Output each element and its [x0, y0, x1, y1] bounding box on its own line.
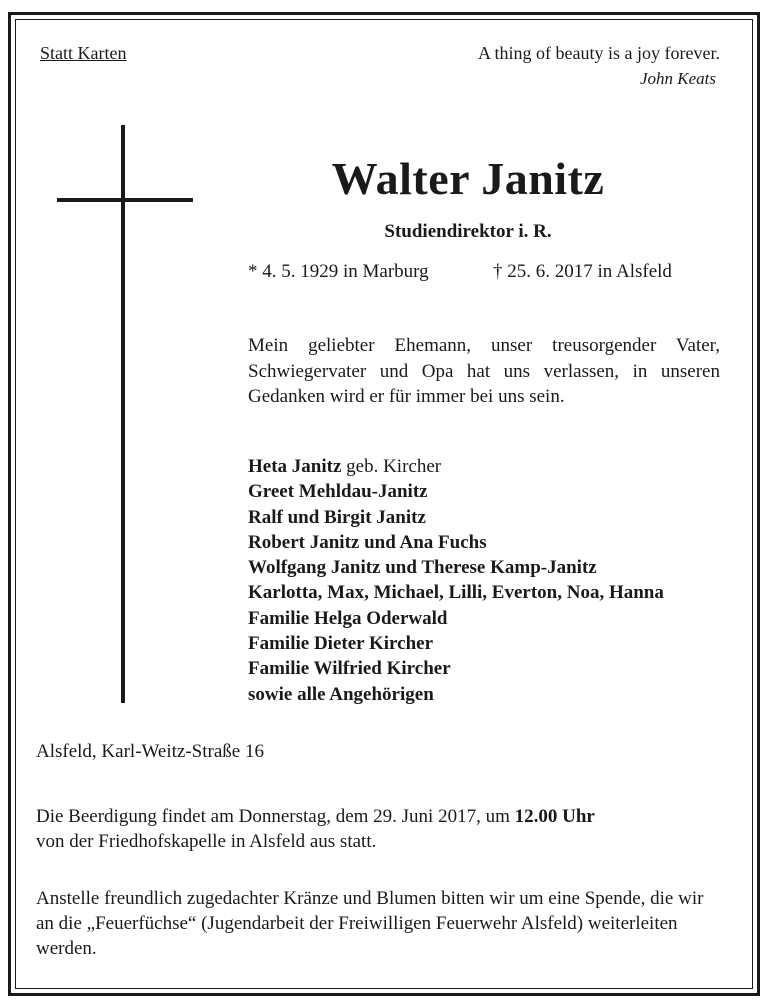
- mourner-name: Heta Janitz: [248, 456, 342, 477]
- mourner-item: Familie Helga Oderwald: [248, 607, 448, 629]
- mourner-item: sowie alle Angehörigen: [248, 683, 434, 705]
- mourner-item: Robert Janitz und Ana Fuchs: [248, 531, 487, 553]
- deceased-name: Walter Janitz: [331, 153, 605, 204]
- funeral-time: 12.00 Uhr: [514, 806, 595, 827]
- funeral-notice: [36, 804, 726, 854]
- quote-author: John Keats: [639, 69, 716, 88]
- mourner-item: Familie Dieter Kircher: [248, 633, 433, 655]
- mourner-item: Familie Wilfried Kircher: [248, 658, 451, 680]
- death-info: † 25. 6. 2017 in Alsfeld: [493, 261, 672, 282]
- mourner-item: Wolfgang Janitz und Therese Kamp-Janitz: [248, 557, 597, 579]
- funeral-location: von der Friedhofskapelle in Alsfeld aus statt.: [36, 831, 377, 852]
- mourner-note: geb. Kircher: [341, 456, 442, 477]
- mourner-item: Karlotta, Max, Michael, Lilli, Everton, Noa, Hanna: [248, 582, 664, 604]
- cross-icon-crossbar: [57, 198, 193, 202]
- deceased-title: Studiendirektor i. R.: [384, 221, 552, 242]
- memorial-message: Mein geliebter Ehemann, unser treusorgender Vater, Schwiegervater und Opa hat uns verlassen, in unseren Gedanken wird er für immer bei uns sein.: [248, 335, 720, 407]
- donation-request: Anstelle freundlich zugedachter Kränze und Blumen bitten wir um eine Spende, die wir an die „Feuerfüchse“ (Jugendarbeit der Freiwilligen Feuerwehr Alsfeld) weiterleiten werden.: [36, 888, 704, 959]
- statt-karten-label: Statt Karten: [40, 43, 127, 63]
- mourner-item: Greet Mehldau-Janitz: [248, 481, 428, 503]
- cross-icon: [121, 125, 125, 703]
- birth-info: * 4. 5. 1929 in Marburg: [248, 261, 429, 282]
- mourners-list: [248, 454, 664, 707]
- funeral-text: Die Beerdigung findet am Donnerstag, dem 29. Juni 2017, um: [36, 806, 515, 827]
- mourner-item: [248, 454, 664, 479]
- address-line: Alsfeld, Karl-Weitz-Straße 16: [36, 741, 264, 762]
- mourner-item: Ralf und Birgit Janitz: [248, 506, 426, 528]
- quote-text: A thing of beauty is a joy forever.: [478, 43, 720, 63]
